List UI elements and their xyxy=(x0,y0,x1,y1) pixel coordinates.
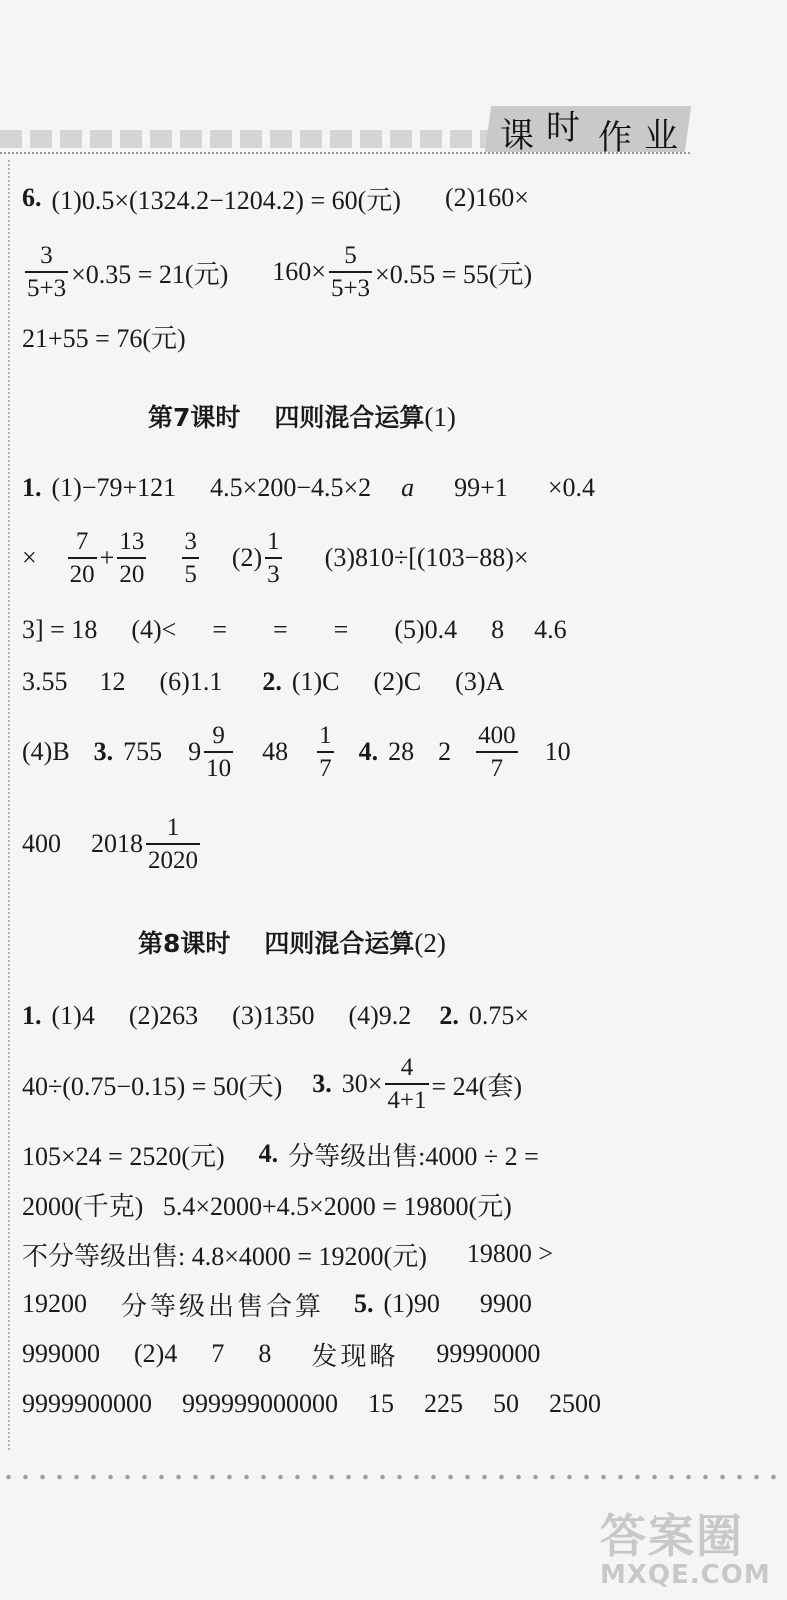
answer-text: (1)4 xyxy=(51,1001,95,1030)
answer-text: 3.55 xyxy=(22,667,68,696)
header-tag-char: 课 xyxy=(500,116,534,156)
answer-line xyxy=(22,662,504,702)
question-number: 4. xyxy=(258,1139,279,1168)
answer-line xyxy=(22,610,567,650)
answer-text: 400 xyxy=(22,829,61,858)
answer-text: (2)263 xyxy=(128,1001,199,1030)
footer-dotted-band xyxy=(0,1468,787,1486)
answer-line xyxy=(22,528,529,588)
answer-line xyxy=(22,1234,553,1274)
question-number: 5. xyxy=(354,1289,374,1318)
fraction: $\frac{13}{20}$ xyxy=(119,528,145,588)
answer-text: ×0.55 = 55(元) xyxy=(375,259,533,289)
header-tag-char: 作 xyxy=(598,118,632,158)
answer-text: 2018 xyxy=(91,829,143,858)
answer-text: 9900 xyxy=(479,1289,532,1318)
answer-text: × xyxy=(22,543,37,572)
answer-text: 7 xyxy=(211,1339,225,1368)
answer-text: (4)9.2 xyxy=(348,1001,412,1030)
answer-text: 21+55 = 76(元) xyxy=(22,323,186,353)
answer-text: a xyxy=(401,473,415,502)
answer-text: 999000 xyxy=(22,1339,100,1368)
answer-line xyxy=(22,468,595,508)
answer-text: 19200 xyxy=(22,1289,87,1318)
answer-text: 50 xyxy=(493,1389,519,1418)
question-number: 1. xyxy=(22,1001,42,1030)
fraction: $\frac{4}{4+1}$ xyxy=(387,1054,427,1114)
answer-text: = xyxy=(212,615,227,644)
answer-line xyxy=(22,1384,601,1424)
answer-line xyxy=(22,722,571,782)
answer-text: 发现略 xyxy=(311,1341,399,1371)
lesson-title: 第7课时 四则混合运算(1) xyxy=(148,402,456,432)
left-dotted-rule xyxy=(8,160,10,1450)
answer-line xyxy=(22,1184,512,1224)
fraction: $\frac{7}{20}$ xyxy=(69,528,95,588)
answer-line xyxy=(22,996,529,1036)
answer-line xyxy=(22,178,529,218)
question-number: 3. xyxy=(312,1069,332,1098)
watermark-url: MXQE.COM xyxy=(600,1560,771,1590)
answer-line xyxy=(22,242,532,302)
answer-text: 755 xyxy=(123,737,163,766)
answer-text: 不分等级出售: 4.8×4000 = 19200(元) xyxy=(22,1241,427,1271)
answer-text: (3)A xyxy=(455,667,505,696)
answer-text: 0.75× xyxy=(468,1001,529,1030)
answer-text: 28 xyxy=(388,737,415,766)
header-tag xyxy=(488,100,688,156)
fraction: $\frac{1}{7}$ xyxy=(319,722,332,782)
watermark-text: 答案圈 xyxy=(600,1509,744,1563)
answer-text: (1)C xyxy=(291,667,340,696)
answer-text: 19800 > xyxy=(466,1239,554,1268)
answer-line xyxy=(22,1054,522,1114)
answer-text: (1)−79+121 xyxy=(51,473,177,502)
answer-text: (4)B xyxy=(22,737,70,766)
answer-text: 40÷(0.75−0.15) = 50(天) xyxy=(22,1071,283,1101)
answer-text: 99+1 xyxy=(454,473,508,502)
fraction: $\frac{3}{5+3}$ xyxy=(27,242,67,302)
answer-text: 分等级出售合算 xyxy=(121,1291,325,1321)
watermark-logo xyxy=(600,1500,780,1590)
fraction: $\frac{400}{7}$ xyxy=(478,722,516,782)
answer-text: + xyxy=(99,543,115,572)
answer-text: (1)0.5×(1324.2−1204.2) = 60(元) xyxy=(51,185,401,215)
answer-text: = 24(套) xyxy=(431,1071,522,1101)
question-number: 2. xyxy=(262,667,282,696)
fraction: $\frac{1}{3}$ xyxy=(267,528,280,588)
header-stripe-band xyxy=(0,130,500,148)
answer-text: 3] = 18 xyxy=(22,615,98,644)
answer-text: 9999900000 xyxy=(22,1389,152,1418)
answer-text: (6)1.1 xyxy=(159,667,223,696)
answer-text: (4)< xyxy=(131,615,177,644)
answer-text: 48 xyxy=(262,737,289,766)
answer-text: 8 xyxy=(258,1339,272,1368)
answer-text: (3)810÷[(103−88)× xyxy=(324,543,529,572)
lesson-title: 第8课时 四则混合运算(2) xyxy=(138,928,446,958)
question-number: 4. xyxy=(358,737,379,766)
answer-text: 9 xyxy=(188,737,202,766)
answer-text: = xyxy=(272,615,288,644)
answer-text: 2500 xyxy=(549,1389,601,1418)
fraction: $\frac{5}{5+3}$ xyxy=(330,242,371,302)
answer-text: 8 xyxy=(491,615,505,644)
answer-text: 4.6 xyxy=(534,615,567,644)
fraction: $\frac{9}{10}$ xyxy=(206,722,232,782)
answer-text: ×0.35 = 21(元) xyxy=(71,259,229,289)
answer-text: 99990000 xyxy=(436,1339,541,1368)
answer-text: 160× xyxy=(272,257,326,286)
header-tag-char: 时 xyxy=(546,108,580,148)
question-number: 6. xyxy=(22,183,42,212)
question-number: 2. xyxy=(439,1001,459,1030)
answer-line xyxy=(22,1284,532,1324)
answer-text: 10 xyxy=(544,737,571,766)
answer-text: 105×24 = 2520(元) xyxy=(22,1141,225,1171)
answer-text: (2)160× xyxy=(444,183,529,212)
answer-text: = xyxy=(333,615,349,644)
answer-text: ×0.4 xyxy=(547,473,595,502)
answer-text: 2 xyxy=(438,737,452,766)
answer-line xyxy=(22,1334,540,1374)
answer-text: 分等级出售:4000 ÷ 2 = xyxy=(288,1141,539,1171)
answer-text: 225 xyxy=(424,1389,463,1418)
answer-text: (3)1350 xyxy=(232,1001,315,1030)
question-number: 3. xyxy=(93,737,114,766)
answer-text: (2)C xyxy=(373,667,422,696)
answer-line xyxy=(22,1134,539,1174)
fraction: $\frac{3}{5}$ xyxy=(184,528,197,588)
question-number: 1. xyxy=(22,473,42,502)
header-tag-char: 业 xyxy=(644,116,678,156)
answer-text: 2000(千克) 5.4×2000+4.5×2000 = 19800(元) xyxy=(22,1191,512,1221)
answer-line xyxy=(22,814,203,874)
fraction: $\frac{1}{2020}$ xyxy=(148,814,198,874)
answer-text: 12 xyxy=(99,667,126,696)
answer-text: 30× xyxy=(341,1069,383,1098)
answer-text: (2) xyxy=(231,543,263,572)
answer-line xyxy=(22,316,186,356)
answer-text: 999999000000 xyxy=(182,1389,338,1418)
answer-text: (1)90 xyxy=(383,1289,440,1318)
answer-text: 15 xyxy=(368,1389,394,1418)
answer-text: (2)4 xyxy=(134,1339,178,1368)
answer-text: 4.5×200−4.5×2 xyxy=(210,473,372,502)
answer-text: (5)0.4 xyxy=(394,615,458,644)
